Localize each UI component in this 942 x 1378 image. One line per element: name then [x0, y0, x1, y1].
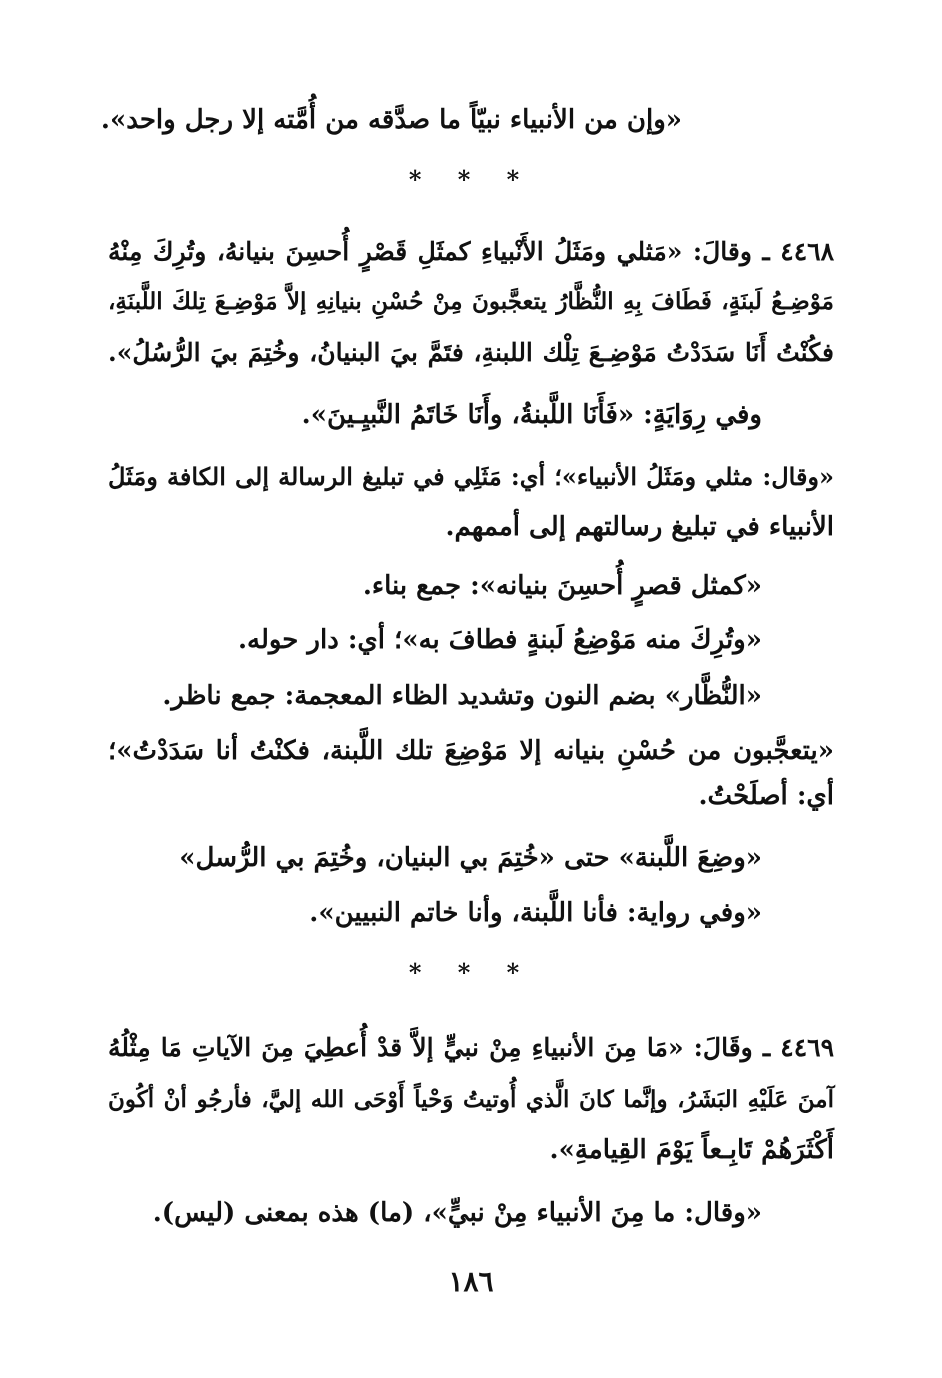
page-number: ١٨٦: [448, 1265, 494, 1298]
explanation-line-4: «وتُرِكَ منه مَوْضِعُ لَبنةٍ فطافَ به»؛ أي: دار حوله.: [237, 625, 762, 655]
explanation-line-6: «يتعجَّبون من حُسْنِ بنيانه إلا مَوْضِعَ تلك اللَّبنة، فكنْتُ أنا سَدَدْتُ»؛: [108, 736, 834, 766]
top-quote: «وإن من الأنبياء نبيّاً ما صدَّقه من أُمَّته إلا رجل واحد».: [100, 105, 682, 135]
hadith-4469-line-2: آمنَ عَلَيْهِ البَشَرُ، وإنَّما كانَ الَّذي أُوتيتُ وَحْياً أَوْحَى الله إليَّ، فأرجُو أنْ أكُونَ: [108, 1086, 834, 1113]
explanation-line-5: «النُّظَّار» بضم النون وتشديد الظاء المعجمة: جمع ناظر.: [162, 681, 762, 711]
explanation-line-2: الأنبياء في تبليغ رسالتهم إلى أممهم.: [445, 512, 834, 542]
hadith-4468-line-3: فكُنْتُ أَنَا سَدَدْتُ مَوْضِـعَ تِلْك اللبنةِ، فتَمَّ بيَ البنيانُ، وخُتِمَ بيَ الرُّسُلُ».: [108, 338, 834, 367]
last-note: «وقال: ما مِنَ الأنبياء مِنْ نبيٍّ»، (ما) هذه بمعنى (ليس).: [152, 1198, 762, 1228]
section-separator: * * *: [408, 958, 534, 987]
hadith-4469-line-1: ٤٤٦٩ ـ وقَالَ: «مَا مِنَ الأنبياءِ مِنْ نبيٍّ إلاَّ قدْ أُعطِيَ مِنَ الآياتِ مَا مِثْلُهُ: [108, 1033, 834, 1062]
hadith-4469-line-3: أَكْثَرَهُمْ تَابِـعاً يَوْمَ القِيامةِ».: [549, 1135, 834, 1165]
hadith-4468-line-2: مَوْضِـعُ لَبنَةٍ، فَطَافَ بِهِ النُّظَّارُ يتعجَّبونَ مِنْ حُسْنِ بنيانِهِ إلاَّ مَوْضِـعَ تِلكَ اللَّبنَةِ،: [108, 288, 834, 315]
explanation-line-9: «وفي رواية: فأنا اللَّبنة، وأنا خاتم النبيين».: [309, 898, 762, 928]
section-separator: * * *: [408, 165, 534, 194]
hadith-4468-line-1: ٤٤٦٨ ـ وقالَ: «مَثلي ومَثَلُ الأَنْبياءِ كمثَلِ قَصْرٍ أُحسِنَ بنيانهُ، وتُرِكَ مِنْهُ: [108, 237, 834, 266]
explanation-line-8: «وضِعَ اللَّبنة» حتى «خُتِمَ بي البنيان، وخُتِمَ بي الرُّسل»: [179, 843, 762, 873]
explanation-line-7: أي: أصلَحْتُ.: [698, 781, 834, 811]
explanation-line-1: «وقال: مثلي ومَثَلُ الأنبياء»؛ أي: مَثَلِي في تبليغ الرسالة إلى الكافة ومَثَلُ: [108, 462, 834, 491]
riwaya-line: وفي رِوَايَةٍ: «فَأَنَا اللَّبنةُ، وأَنَا خَاتَمُ النَّبيِـينَ».: [301, 400, 762, 430]
explanation-line-3: «كمثل قصرٍ أُحسِنَ بنيانه»: جمع بناء.: [362, 571, 762, 601]
